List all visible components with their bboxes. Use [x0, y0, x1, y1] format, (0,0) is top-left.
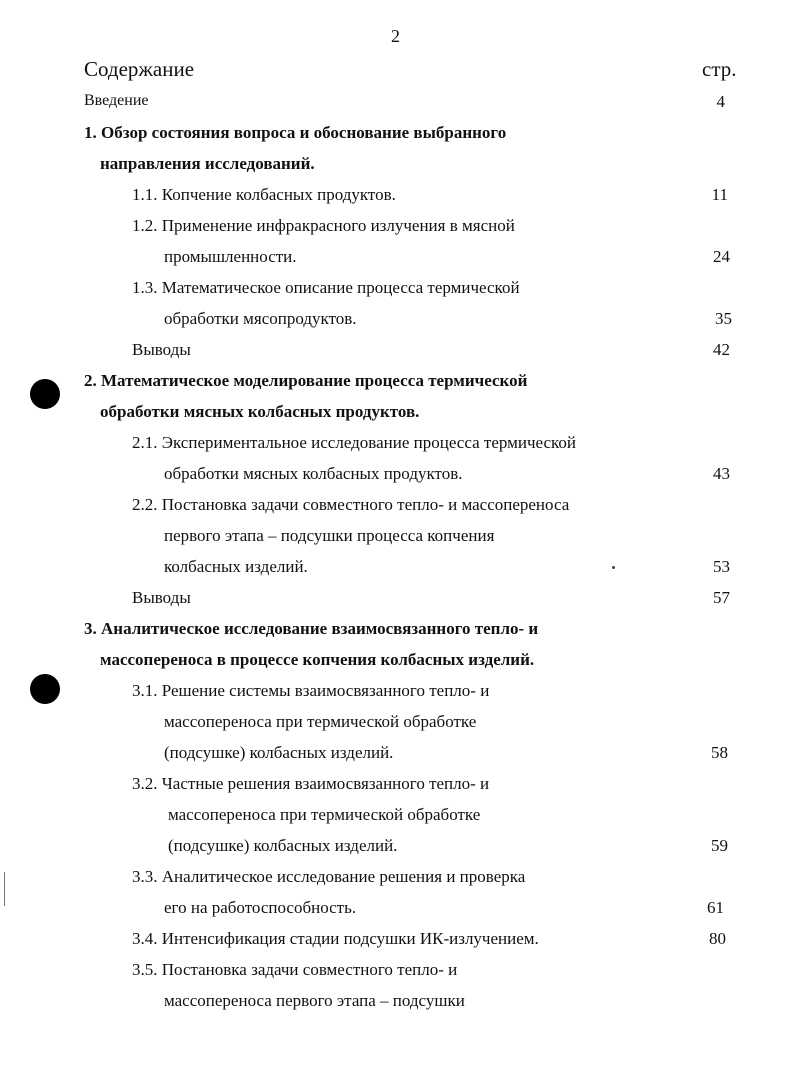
toc-page-intro: 4: [716, 92, 725, 111]
toc-page-3-3: 61: [707, 898, 724, 917]
toc-section-1-2: 1.2. Применение инфракрасного излучения в мясной: [132, 216, 515, 235]
toc-section-3-5: 3.5. Постановка задачи совместного тепло- и: [132, 960, 458, 979]
toc-chapter-3-title: 3. Аналитическое исследование взаимосвязанного тепло- и: [84, 619, 539, 638]
toc-entry-intro: Введение: [84, 92, 149, 109]
toc-page-3-1: 58: [711, 743, 728, 762]
toc-page-1-2: 24: [713, 247, 730, 266]
toc-section-3-1: 3.1. Решение системы взаимосвязанного тепло- и: [132, 681, 490, 700]
toc-section-3-2-cont: массопереноса при термической обработке: [168, 805, 481, 824]
toc-section-3-4: 3.4. Интенсификация стадии подсушки ИК-излучением.: [132, 929, 539, 948]
toc-page-conclusions-2: 57: [713, 588, 730, 607]
binder-hole-mark: [30, 674, 60, 704]
page-column-label: стр.: [702, 57, 737, 81]
toc-page-3-2: 59: [711, 836, 728, 855]
toc-section-3-3: 3.3. Аналитическое исследование решения и проверка: [132, 867, 526, 886]
toc-section-3-2-cont-2: (подсушке) колбасных изделий.: [168, 836, 398, 855]
toc-conclusions-2: Выводы: [132, 588, 191, 607]
toc-page-2-1: 43: [713, 464, 730, 483]
toc-section-3-2: 3.2. Частные решения взаимосвязанного тепло- и: [132, 774, 490, 793]
toc-chapter-1-title-cont: направления исследований.: [100, 154, 315, 173]
toc-section-2-2-cont: первого этапа – подсушки процесса копчения: [164, 526, 495, 545]
toc-section-1-3: 1.3. Математическое описание процесса термической: [132, 278, 520, 297]
toc-section-2-1: 2.1. Экспериментальное исследование процесса термической: [132, 433, 577, 452]
toc-page-3-4: 80: [709, 929, 726, 948]
toc-chapter-2-title-cont: обработки мясных колбасных продуктов.: [100, 402, 420, 421]
scan-speck: [612, 566, 615, 569]
toc-chapter-3-title-cont: массопереноса в процессе копчения колбасных изделий.: [100, 650, 535, 669]
toc-page-2-2: 53: [713, 557, 730, 576]
page-number: 2: [391, 26, 400, 46]
toc-title: Содержание: [84, 57, 195, 81]
toc-section-3-3-cont: его на работоспособность.: [164, 898, 357, 917]
toc-section-3-1-cont: массопереноса при термической обработке: [164, 712, 477, 731]
toc-chapter-2-title: 2. Математическое моделирование процесса термической: [84, 371, 528, 390]
toc-section-1-2-cont: промышленности.: [164, 247, 297, 266]
toc-conclusions-1: Выводы: [132, 340, 191, 359]
toc-section-3-1-cont-2: (подсушке) колбасных изделий.: [164, 743, 394, 762]
toc-chapter-1-title: 1. Обзор состояния вопроса и обоснование выбранного: [84, 123, 507, 142]
scan-edge-line: [4, 872, 5, 906]
toc-page-1-3: 35: [715, 309, 732, 328]
toc-section-1-1: 1.1. Копчение колбасных продуктов.: [132, 185, 396, 204]
toc-section-1-3-cont: обработки мясопродуктов.: [164, 309, 357, 328]
toc-section-2-1-cont: обработки мясных колбасных продуктов.: [164, 464, 463, 483]
toc-section-2-2: 2.2. Постановка задачи совместного тепло- и массопереноса: [132, 495, 570, 514]
toc-page-1-1: 11: [711, 185, 728, 204]
toc-page-conclusions-1: 42: [713, 340, 730, 359]
toc-section-3-5-cont: массопереноса первого этапа – подсушки: [164, 991, 465, 1010]
binder-hole-mark: [30, 379, 60, 409]
toc-section-2-2-cont-2: колбасных изделий.: [164, 557, 308, 576]
